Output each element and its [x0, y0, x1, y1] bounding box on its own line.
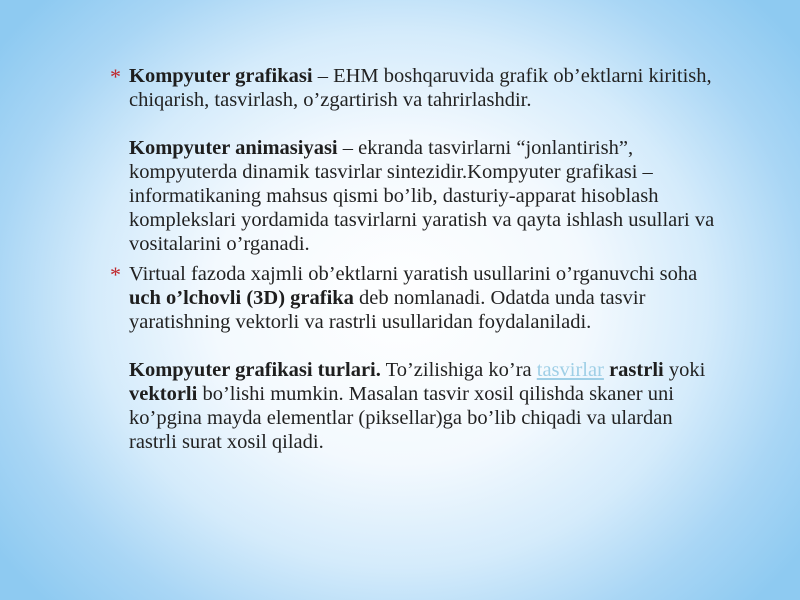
paragraph-3d-graphics	[129, 262, 718, 334]
tasvirlar-link[interactable]: tasvirlar	[536, 359, 604, 381]
bullet-marker: *	[110, 64, 121, 89]
term-kompyuter-animasiyasi: Kompyuter animasiyasi	[129, 137, 338, 159]
paragraph-computer-graphics	[129, 64, 718, 112]
definition-text: – ekranda tasvirlarni “jonlantirish”, kompyuterda dinamik tasvirlar sintezidir.Kompyuter grafikasi – informatikaning mahsus qismi bo’lib, dasturiy-apparat hisoblash komplekslari yordamida tasvirlarni yaratish va qayta ishlash usullari va vositalarini o’rganadi.	[129, 137, 715, 255]
bullet-item-2	[108, 262, 718, 454]
bullet-item-1	[108, 64, 718, 256]
paragraph-graphics-types	[129, 358, 718, 454]
body-text: deb nomlanadi. Odatda unda tasvir yaratishning vektorli va rastrli usullaridan foydalaniladi.	[129, 287, 646, 333]
body-text: Virtual fazoda xajmli ob’ektlarni yaratish usullarini o’rganuvchi soha	[129, 263, 698, 285]
paragraph-computer-animation	[129, 136, 718, 256]
term-grafika-turlari: Kompyuter grafikasi turlari.	[129, 359, 381, 381]
bullet-marker: *	[110, 262, 121, 287]
slide-content	[108, 64, 718, 454]
term-vektorli: vektorli	[129, 383, 198, 405]
term-rastrli: rastrli	[609, 359, 664, 381]
body-text: yoki	[663, 359, 706, 381]
body-text: To’zilishiga ko’ra	[380, 359, 537, 381]
definition-text: – EHM boshqaruvida grafik ob’ektlarni kiritish, chiqarish, tasvirlash, o’zgartirish va tahrirlashdir.	[129, 65, 712, 111]
term-kompyuter-grafikasi: Kompyuter grafikasi	[129, 65, 313, 87]
term-3d-grafika: uch o’lchovli (3D) grafika	[129, 287, 354, 309]
body-text: bo’lishi mumkin. Masalan tasvir xosil qilishda skaner uni ko’pgina mayda elementlar (piksellar)ga bo’lib chiqadi va ulardan rastrli surat xosil qiladi.	[129, 383, 674, 453]
